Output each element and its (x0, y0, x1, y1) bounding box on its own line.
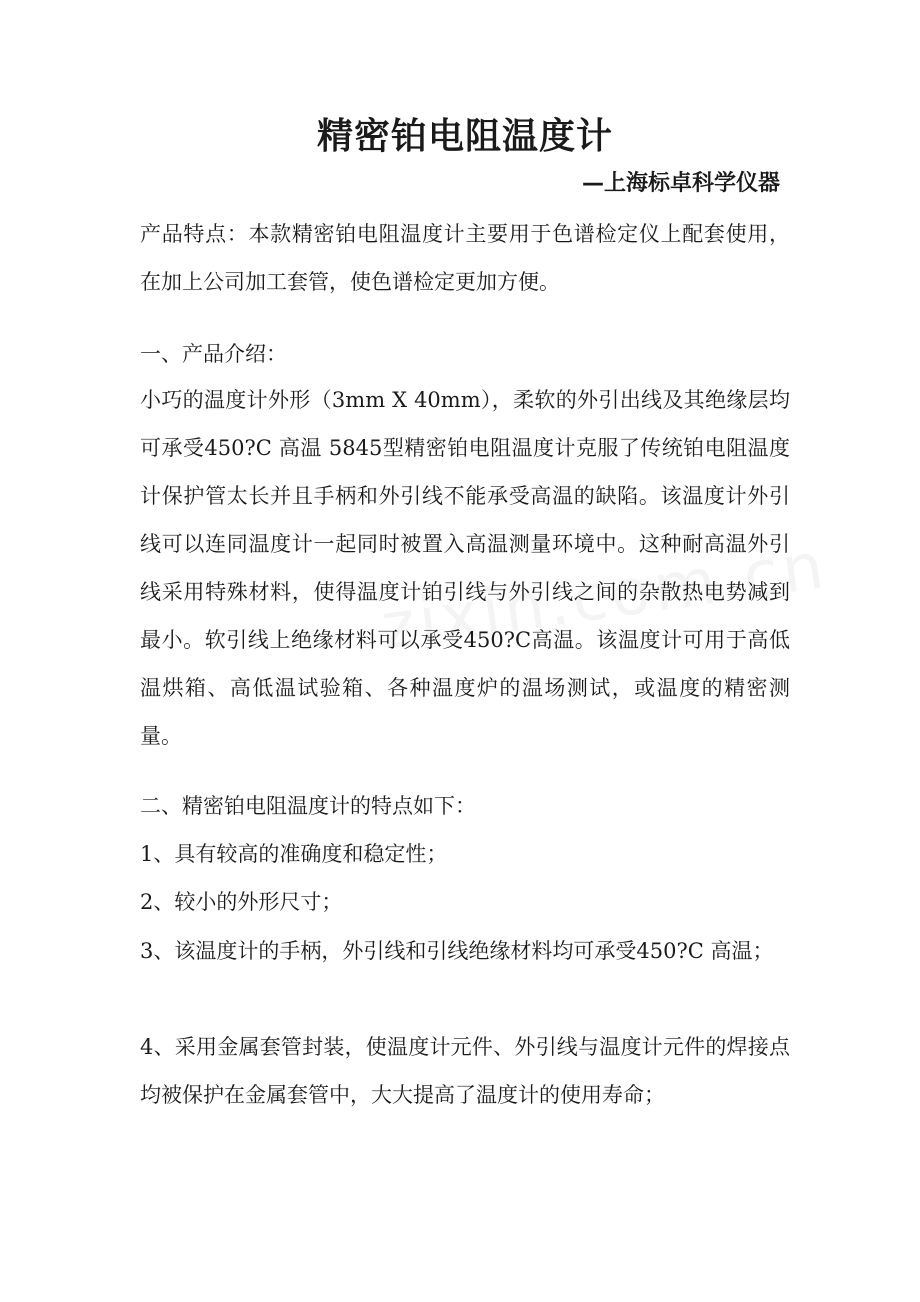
list-item: 3、该温度计的手柄，外引线和引线绝缘材料均可承受450?C 高温； (140, 939, 774, 963)
section1-body-paragraph: 小巧的温度计外形（3mm X 40mm），柔软的外引出线及其绝缘层均可承受450?C 高温 5845型精密铂电阻温度计克服了传统铂电阻温度计保护管太长并且手柄和外引线不能承受高温的缺陷。该温度计外引线可以连同温度计一起同时被置入高温测量环境中。这种耐高温外引线采用特殊材料，使得温度计铂引线与外引线之间的杂散热电势减到最小。软引线上绝缘材料可以承受450?C高温。该温度计可用于高低温烘箱、高低温试验箱、各种温度炉的温场测试，或温度的精密测量。 (140, 388, 790, 748)
list-item: 1、具有较高的准确度和稳定性； (140, 842, 448, 866)
list-item: 2、较小的外形尺寸； (140, 890, 343, 914)
section2-heading: 二、精密铂电阻温度计的特点如下： (140, 794, 476, 818)
document-title: 精密铂电阻温度计 (316, 115, 613, 157)
list-item: 4、采用金属套管封装，使温度计元件、外引线与温度计元件的焊接点均被保护在金属套管中，大大提高了温度计的使用寿命； (140, 1035, 790, 1107)
section1-heading: 一、产品介绍： (140, 342, 287, 366)
document-subtitle: —上海标卓科学仪器 (581, 171, 780, 196)
features-intro-paragraph: 产品特点：本款精密铂电阻温度计主要用于色谱检定仪上配套使用，在加上公司加工套管，使色谱检定更加方便。 (140, 222, 790, 294)
